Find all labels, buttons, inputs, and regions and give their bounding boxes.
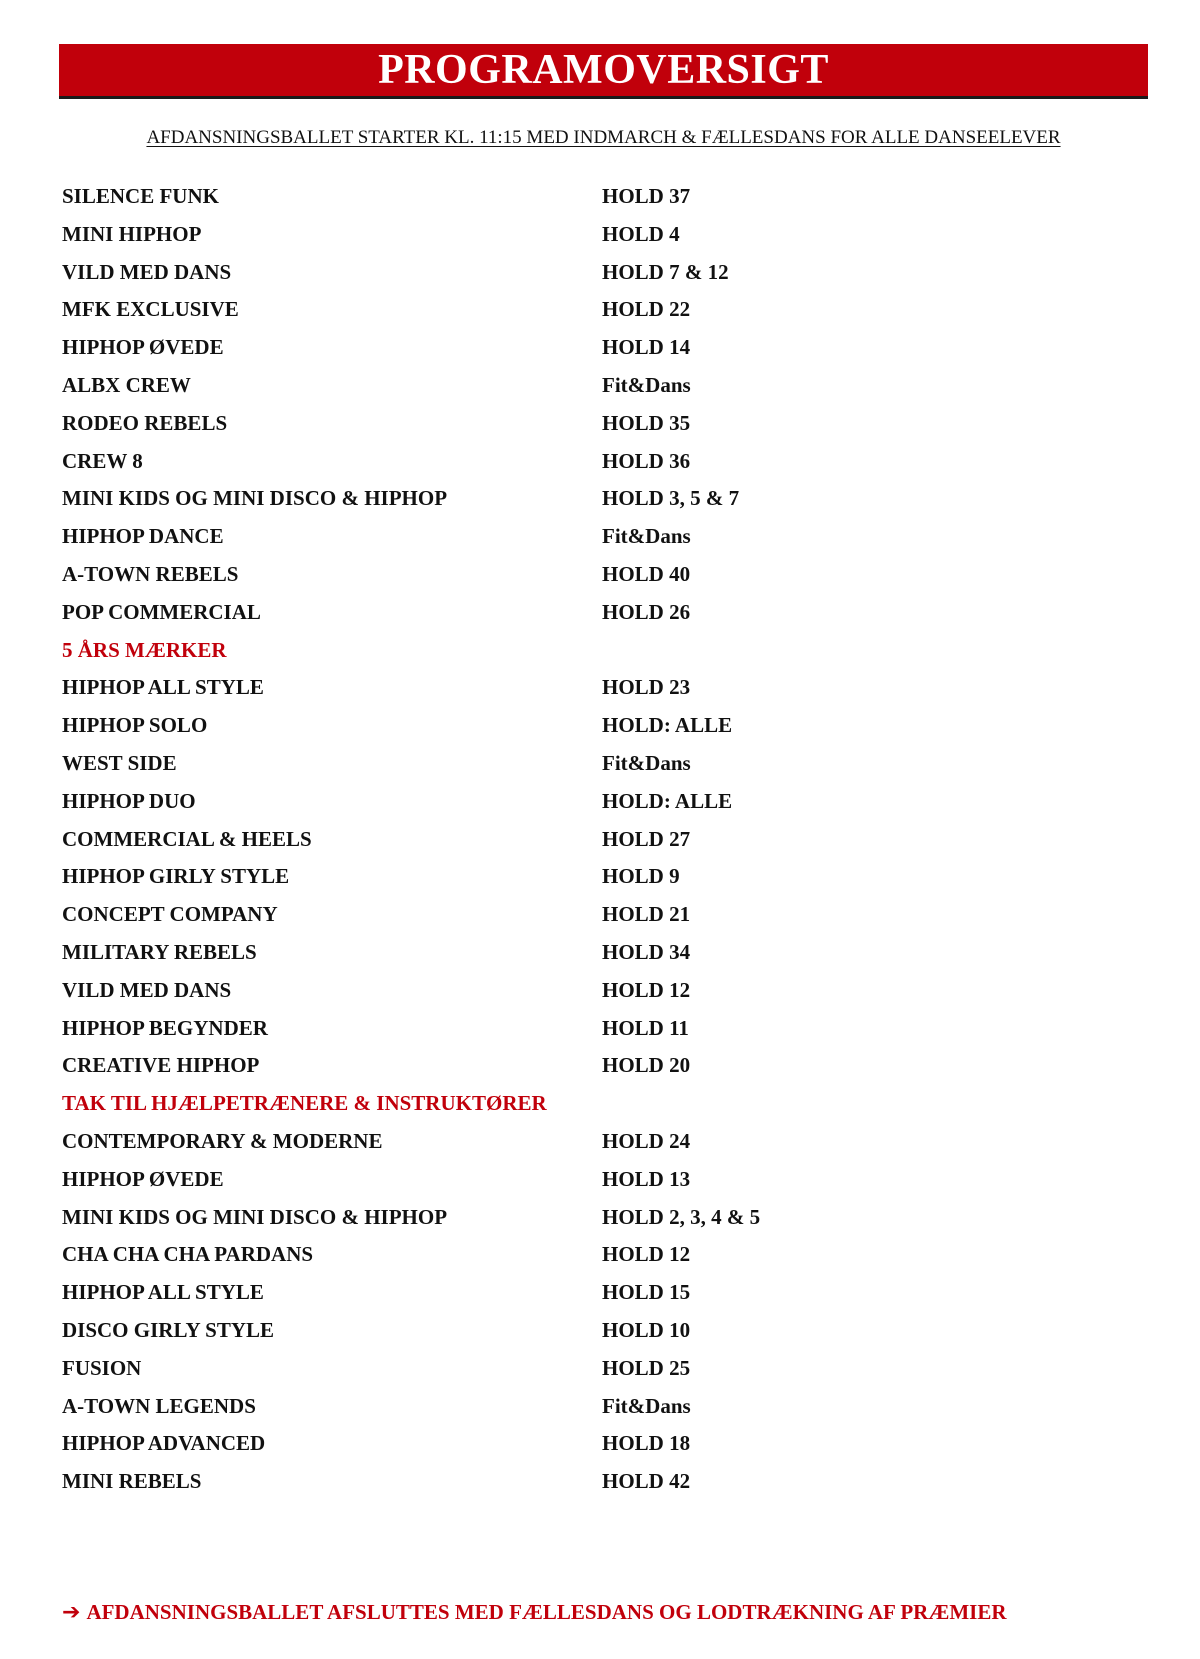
program-team: HOLD 37	[602, 184, 691, 208]
program-row	[62, 1431, 1142, 1457]
program-row	[62, 373, 1142, 399]
program-row	[62, 562, 1142, 588]
program-name: A-TOWN REBELS	[62, 562, 239, 586]
program-row	[62, 1205, 1142, 1231]
program-name: VILD MED DANS	[62, 977, 232, 1002]
program-name: COMMERCIAL & HEELS	[62, 826, 312, 851]
program-team: Fit&Dans	[602, 751, 691, 775]
program-team: HOLD 22	[602, 297, 691, 322]
program-name: HIPHOP ADVANCED	[62, 1431, 266, 1456]
program-team: HOLD 42	[602, 1469, 691, 1494]
program-name: CHA CHA CHA PARDANS	[62, 1242, 314, 1267]
program-team: HOLD 2, 3, 4 & 5	[602, 1204, 761, 1229]
program-row	[62, 1016, 1142, 1042]
program-team: HOLD 14	[602, 335, 691, 360]
program-row	[62, 1280, 1142, 1306]
program-row	[62, 751, 1142, 777]
program-row	[62, 600, 1142, 626]
program-name: VILD MED DANS	[62, 259, 232, 284]
program-row	[62, 789, 1142, 815]
program-row	[62, 940, 1142, 966]
program-name: HIPHOP GIRLY STYLE	[62, 864, 290, 889]
program-team: HOLD 27	[602, 826, 691, 851]
program-name: CREW 8	[62, 448, 143, 473]
program-team: HOLD 34	[602, 940, 691, 964]
program-row	[62, 1469, 1142, 1495]
program-name: HIPHOP BEGYNDER	[62, 1015, 268, 1040]
program-name: HIPHOP DANCE	[62, 524, 224, 549]
program-team: HOLD 12	[602, 1242, 691, 1267]
program-team: Fit&Dans	[602, 524, 691, 549]
program-name: HIPHOP ØVEDE	[62, 1166, 224, 1191]
program-name: MILITARY REBELS	[62, 940, 257, 964]
program-team: HOLD 7 & 12	[602, 259, 729, 284]
program-row	[62, 978, 1142, 1004]
program-row	[62, 486, 1142, 512]
program-name: HIPHOP ØVEDE	[62, 335, 224, 360]
program-team: HOLD 13	[602, 1166, 691, 1191]
page-title: PROGRAMOVERSIGT	[378, 47, 829, 93]
program-row	[62, 1318, 1142, 1344]
program-row	[62, 184, 1142, 210]
program-team: HOLD 3, 5 & 7	[602, 486, 740, 511]
program-row	[62, 1167, 1142, 1193]
program-team: HOLD: ALLE	[602, 713, 733, 738]
program-name: RODEO REBELS	[62, 410, 228, 435]
program-name: CONTEMPORARY & MODERNE	[62, 1129, 383, 1153]
program-note	[62, 1091, 1142, 1117]
program-name: A-TOWN LEGENDS	[62, 1393, 256, 1418]
program-team: HOLD 10	[602, 1318, 691, 1342]
program-team: HOLD 36	[602, 448, 691, 473]
program-team: HOLD 9	[602, 864, 680, 889]
program-note	[62, 638, 1142, 664]
program-row	[62, 524, 1142, 550]
program-name: FUSION	[62, 1355, 142, 1380]
program-team: HOLD 12	[602, 977, 691, 1002]
program-name: DISCO GIRLY STYLE	[62, 1318, 275, 1342]
program-row	[62, 1356, 1142, 1382]
program-team: Fit&Dans	[602, 1393, 691, 1418]
program-team: HOLD 25	[602, 1355, 691, 1380]
program-name: ALBX CREW	[62, 373, 191, 397]
program-team: HOLD 24	[602, 1129, 691, 1153]
program-team: HOLD 18	[602, 1431, 691, 1456]
program-name: MINI REBELS	[62, 1469, 202, 1494]
program-row	[62, 297, 1142, 323]
program-team: HOLD: ALLE	[602, 788, 733, 813]
program-name: HIPHOP SOLO	[62, 713, 208, 738]
program-row	[62, 335, 1142, 361]
program-name: MINI KIDS OG MINI DISCO & HIPHOP	[62, 1204, 448, 1229]
program-name: MINI HIPHOP	[62, 221, 202, 246]
program-team: HOLD 40	[602, 562, 691, 586]
program-row	[62, 411, 1142, 437]
program-row	[62, 1394, 1142, 1420]
program-team: HOLD 35	[602, 410, 691, 435]
program-name: MFK EXCLUSIVE	[62, 297, 239, 322]
subtitle-text: AFDANSNINGSBALLET STARTER KL. 11:15 MED INDMARCH & FÆLLESDANS FOR ALLE DANSEELEVER	[146, 127, 1061, 148]
program-name: POP COMMERCIAL	[62, 599, 261, 624]
program-row	[62, 1053, 1142, 1079]
program-row	[62, 902, 1142, 928]
program-name: SILENCE FUNK	[62, 184, 219, 208]
program-name: CREATIVE HIPHOP	[62, 1053, 260, 1078]
program-row	[62, 827, 1142, 853]
program-name: MINI KIDS OG MINI DISCO & HIPHOP	[62, 486, 448, 511]
program-team: HOLD 15	[602, 1280, 691, 1305]
program-team: HOLD 4	[602, 221, 680, 246]
right-arrow-icon: ➔	[62, 1600, 81, 1625]
program-name: HIPHOP ALL STYLE	[62, 675, 264, 700]
closing-note-text: AFDANSNINGSBALLET AFSLUTTES MED FÆLLESDANS OG LODTRÆKNING AF PRÆMIER	[86, 1600, 1007, 1624]
program-row	[62, 864, 1142, 890]
program-name: CONCEPT COMPANY	[62, 902, 278, 927]
subtitle	[59, 126, 1148, 150]
program-team: HOLD 23	[602, 675, 691, 700]
closing-note	[62, 1600, 1007, 1625]
title-banner	[59, 44, 1148, 99]
program-row	[62, 222, 1142, 248]
program-row	[62, 713, 1142, 739]
program-row	[62, 675, 1142, 701]
program-row	[62, 1242, 1142, 1268]
program-team: Fit&Dans	[602, 373, 691, 397]
program-name: WEST SIDE	[62, 751, 177, 775]
program-note-text: 5 ÅRS MÆRKER	[62, 637, 227, 662]
program-name: HIPHOP DUO	[62, 788, 196, 813]
program-name: HIPHOP ALL STYLE	[62, 1280, 264, 1305]
program-team: HOLD 20	[602, 1053, 691, 1078]
program-row	[62, 1129, 1142, 1155]
program-team: HOLD 26	[602, 599, 691, 624]
program-note-text: TAK TIL HJÆLPETRÆNERE & INSTRUKTØRER	[62, 1091, 547, 1116]
program-row	[62, 260, 1142, 286]
program-team: HOLD 21	[602, 902, 691, 927]
program-team: HOLD 11	[602, 1015, 689, 1040]
program-row	[62, 449, 1142, 475]
